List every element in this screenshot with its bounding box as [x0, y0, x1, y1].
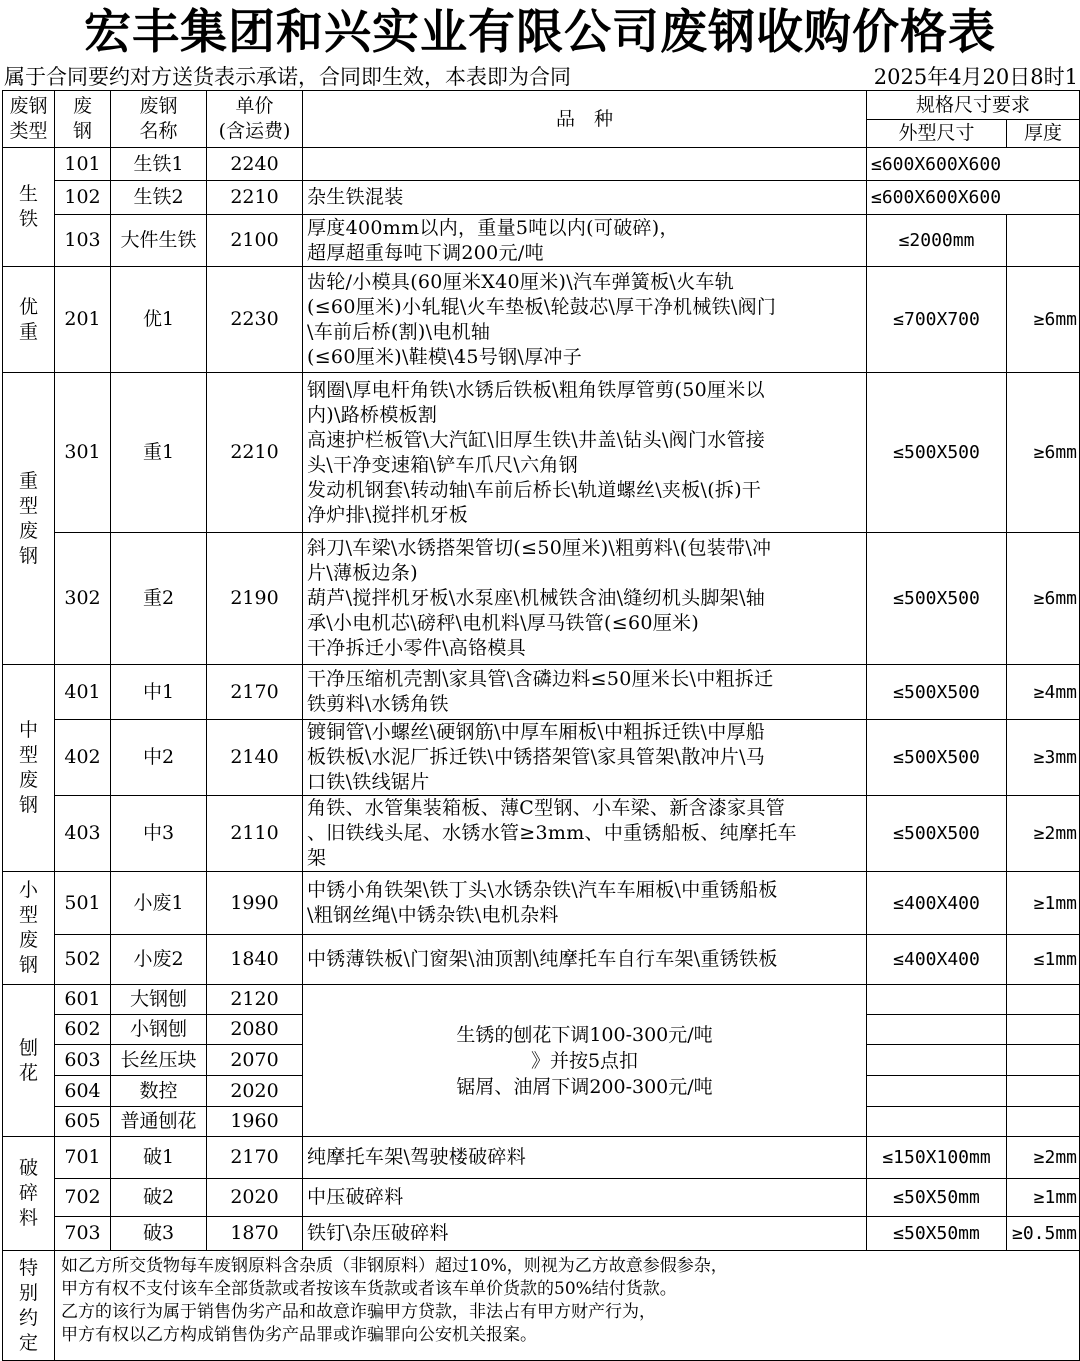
category-char: 重	[18, 320, 38, 343]
row-code: 702	[55, 1179, 111, 1217]
row-code: 703	[55, 1217, 111, 1251]
table-row	[3, 181, 1080, 215]
row-price: 2170	[207, 665, 303, 720]
table-row	[3, 985, 1080, 1015]
category-char: 型	[18, 904, 38, 926]
row-name: 中1	[111, 665, 207, 720]
row-size: ≤400X400	[867, 935, 1007, 985]
category-char: 小	[18, 879, 38, 901]
row-variety	[303, 148, 867, 181]
header-label: 类型	[9, 120, 48, 142]
row-variety: 杂生铁混装	[303, 181, 867, 215]
header-label: 单价	[235, 95, 274, 117]
row-thickness: ≥1mm	[1007, 1179, 1080, 1217]
row-price: 2070	[207, 1045, 303, 1076]
row-size: ≤500X500	[867, 665, 1007, 720]
row-size: ≤50X50mm	[867, 1179, 1007, 1217]
row-variety	[303, 267, 867, 373]
row-thickness: ≥6mm	[1007, 533, 1080, 665]
row-code: 403	[55, 796, 111, 872]
category-char: 刨	[18, 1036, 38, 1059]
header-thickness: 厚度	[1007, 120, 1080, 148]
category-char: 废	[18, 519, 38, 542]
row-price: 2120	[207, 985, 303, 1015]
terms-line: 甲方有权不支付该车全部货款或者按该车货款或者该车单价货款的50%结付货款。	[61, 1279, 677, 1299]
row-thickness	[1007, 215, 1080, 267]
header-outer-size: 外型尺寸	[867, 120, 1007, 148]
variety-line: \车前后桥(割)\电机轴	[307, 320, 491, 343]
row-price: 1840	[207, 935, 303, 985]
table-row	[3, 1179, 1080, 1217]
row-size	[867, 1076, 1007, 1107]
row-size: ≤600X600X600	[867, 148, 1080, 181]
row-thickness: ≥4mm	[1007, 665, 1080, 720]
row-size: ≤500X500	[867, 796, 1007, 872]
row-size: ≤500X500	[867, 373, 1007, 533]
label-char: 特	[18, 1256, 38, 1279]
row-code: 701	[55, 1137, 111, 1179]
variety-line: 厚度400mm以内，重量5吨以内(可破碎)，	[307, 216, 679, 239]
row-name: 中2	[111, 720, 207, 796]
table-row	[3, 533, 1080, 665]
row-variety	[303, 215, 867, 267]
table-row	[3, 148, 1080, 181]
row-size: ≤700X700	[867, 267, 1007, 373]
row-size: ≤400X400	[867, 872, 1007, 935]
row-code: 502	[55, 935, 111, 985]
row-code: 602	[55, 1015, 111, 1045]
table-row	[3, 796, 1080, 872]
variety-line: 高速护栏板管\大汽缸\旧厚生铁\井盖\钻头\阀门水管接	[307, 428, 766, 451]
variety-line: 发动机钢套\转动轴\车前后桥长\轨道螺丝\夹板\(拆)干	[307, 478, 762, 501]
header-label: 名称	[139, 120, 178, 142]
table-row	[3, 935, 1080, 985]
label-char: 定	[18, 1331, 38, 1354]
row-price: 2210	[207, 373, 303, 533]
category-char: 废	[18, 769, 38, 791]
row-thickness: ≥0.5mm	[1007, 1217, 1080, 1251]
row-name: 普通刨花	[111, 1107, 207, 1137]
category-zhongxingzhong	[3, 665, 55, 872]
category-shengtie	[3, 148, 55, 267]
terms-line: 乙方的该行为属于销售伪劣产品和故意诈骗甲方贷款，非法占有甲方财产行为，	[61, 1302, 656, 1322]
row-name: 数控	[111, 1076, 207, 1107]
category-char: 中	[18, 719, 38, 741]
row-price: 2100	[207, 215, 303, 267]
variety-line: 片\薄板边条)	[307, 562, 418, 584]
row-price: 2110	[207, 796, 303, 872]
variety-line: 角铁、水管集装箱板、薄C型钢、小车梁、新含漆家具管	[307, 797, 786, 819]
row-name: 长丝压块	[111, 1045, 207, 1076]
row-price: 2140	[207, 720, 303, 796]
variety-line: 头\干净变速箱\铲车爪尺\六角钢	[307, 453, 579, 476]
variety-line: 口铁\铁线锯片	[307, 771, 430, 793]
row-size	[867, 985, 1007, 1015]
variety-line: 钢圈\厚电杆角铁\水锈后铁板\粗角铁厚管剪(50厘米以	[307, 378, 765, 401]
variety-line: 超厚超重每吨下调200元/吨	[307, 241, 544, 264]
variety-line: 齿轮/小模具(60厘米X40厘米)\汽车弹簧板\火车轨	[307, 270, 735, 293]
row-thickness: ≥3mm	[1007, 720, 1080, 796]
header-label: 废	[72, 95, 92, 117]
row-price: 1870	[207, 1217, 303, 1251]
terms-line: 甲方有权以乙方构成销售伪劣产品罪或诈骗罪向公安机关报案。	[61, 1325, 537, 1345]
header-name	[111, 91, 207, 148]
row-thickness	[1007, 1045, 1080, 1076]
variety-line: 铁剪料\水锈角铁	[307, 693, 449, 715]
row-variety: 铁钉\杂压破碎料	[303, 1217, 867, 1251]
header-price	[207, 91, 303, 148]
header-label: 废钢	[9, 95, 48, 117]
variety-line: 净炉排\搅拌机牙板	[307, 503, 469, 526]
row-variety	[303, 665, 867, 720]
row-thickness: ≥2mm	[1007, 1137, 1080, 1179]
row-variety	[303, 373, 867, 533]
row-name: 中3	[111, 796, 207, 872]
price-table	[2, 90, 1080, 1361]
category-char: 生	[18, 183, 38, 205]
row-thickness	[1007, 1015, 1080, 1045]
row-price: 2170	[207, 1137, 303, 1179]
table-row	[3, 1217, 1080, 1251]
variety-line: 架	[307, 847, 327, 869]
contract-notice: 属于合同要约对方送货表示承诺，合同即生效，本表即为合同	[4, 65, 571, 89]
row-thickness	[1007, 985, 1080, 1015]
row-size: ≤2000mm	[867, 215, 1007, 267]
row-name: 大钢刨	[111, 985, 207, 1015]
variety-line: 干净拆迁小零件\高铬模具	[307, 637, 527, 659]
row-price: 1960	[207, 1107, 303, 1137]
header-label: 废钢	[139, 95, 178, 117]
category-posui	[3, 1137, 55, 1251]
category-char: 铁	[18, 208, 38, 230]
row-code: 102	[55, 181, 111, 215]
row-variety: 中锈薄铁板\门窗架\油顶割\纯摩托车自行车架\重锈铁板	[303, 935, 867, 985]
table-row	[3, 267, 1080, 373]
row-name: 破3	[111, 1217, 207, 1251]
category-youzhong	[3, 267, 55, 373]
row-thickness: ≥1mm	[1007, 872, 1080, 935]
table-row	[3, 215, 1080, 267]
row-price: 1990	[207, 872, 303, 935]
row-code: 103	[55, 215, 111, 267]
variety-line: 干净压缩机壳割\家具管\含磷边料≤50厘米长\中粗拆迁	[307, 668, 774, 690]
row-variety: 中压破碎料	[303, 1179, 867, 1217]
header-code	[55, 91, 111, 148]
category-char: 破	[18, 1157, 38, 1179]
row-size	[867, 1107, 1007, 1137]
row-thickness: ≥6mm	[1007, 373, 1080, 533]
table-row	[3, 665, 1080, 720]
row-variety	[303, 720, 867, 796]
row-name: 重2	[111, 533, 207, 665]
header-label: 钢	[72, 120, 92, 142]
row-code: 201	[55, 267, 111, 373]
row-name: 生铁1	[111, 148, 207, 181]
category-char: 型	[18, 744, 38, 766]
note-line: 》并按5点扣	[530, 1049, 639, 1072]
note-line: 生锈的刨花下调100-300元/吨	[456, 1023, 713, 1046]
variety-line: \粗钢丝绳\中锈杂铁\电机杂料	[307, 904, 559, 926]
row-price: 2020	[207, 1076, 303, 1107]
row-variety	[303, 533, 867, 665]
row-thickness: ≤1mm	[1007, 935, 1080, 985]
variety-line: 、旧铁线头尾、水锈水管≥3mm、中重锈船板、纯摩托车	[307, 822, 797, 844]
row-code: 402	[55, 720, 111, 796]
variety-line: (≤60厘米)\鞋模\45号钢\厚冲子	[307, 345, 583, 368]
category-char: 碎	[18, 1182, 38, 1204]
row-size	[867, 1015, 1007, 1045]
header-spec: 规格尺寸要求	[867, 91, 1080, 120]
category-char: 钢	[18, 954, 38, 976]
row-thickness: ≥2mm	[1007, 796, 1080, 872]
category-zhongxing	[3, 373, 55, 665]
row-name: 小废2	[111, 935, 207, 985]
variety-line: 承\小电机芯\磅秤\电机料\厚马铁管(≤60厘米)	[307, 612, 700, 634]
row-thickness	[1007, 1076, 1080, 1107]
variety-line: 内)\路桥模板割	[307, 403, 438, 426]
table-row	[3, 872, 1080, 935]
row-price: 2190	[207, 533, 303, 665]
row-price: 2230	[207, 267, 303, 373]
row-size: ≤150X100mm	[867, 1137, 1007, 1179]
terms-line: 如乙方所交货物每车废钢原料含杂质（非钢原料）超过10%，则视为乙方故意参假参杂，	[61, 1256, 728, 1276]
row-code: 401	[55, 665, 111, 720]
row-price: 2020	[207, 1179, 303, 1217]
row-code: 605	[55, 1107, 111, 1137]
row-name: 重1	[111, 373, 207, 533]
row-code: 604	[55, 1076, 111, 1107]
row-code: 101	[55, 148, 111, 181]
row-thickness: ≥6mm	[1007, 267, 1080, 373]
category-char: 钢	[18, 544, 38, 567]
table-row	[3, 373, 1080, 533]
date-stamp: 2025年4月20日8时1	[873, 65, 1078, 89]
row-name: 大件生铁	[111, 215, 207, 267]
row-size: ≤500X500	[867, 533, 1007, 665]
table-row	[3, 1251, 1080, 1361]
special-terms-label	[3, 1251, 55, 1361]
row-name: 破2	[111, 1179, 207, 1217]
category-char: 重	[18, 469, 38, 492]
row-price: 2240	[207, 148, 303, 181]
row-name: 生铁2	[111, 181, 207, 215]
row-variety: 纯摩托车架\驾驶楼破碎料	[303, 1137, 867, 1179]
row-size: ≤500X500	[867, 720, 1007, 796]
row-code: 301	[55, 373, 111, 533]
row-size: ≤600X600X600	[867, 181, 1080, 215]
table-row	[3, 91, 1080, 120]
table-row	[3, 1137, 1080, 1179]
row-name: 小钢刨	[111, 1015, 207, 1045]
row-name: 优1	[111, 267, 207, 373]
row-price: 2080	[207, 1015, 303, 1045]
variety-line: 板铁板\水泥厂拆迁铁\中锈搭架管\家具管架\散冲片\马	[307, 746, 766, 768]
variety-line: (≤60厘米)小轧辊\火车垫板\轮鼓芯\厚干净机械铁\阀门	[307, 295, 777, 318]
category-xiaoxing	[3, 872, 55, 985]
row-name: 小废1	[111, 872, 207, 935]
category-char: 钢	[18, 794, 38, 816]
note-line: 锯屑、油屑下调200-300元/吨	[456, 1075, 713, 1098]
row-code: 501	[55, 872, 111, 935]
row-variety	[303, 796, 867, 872]
row-variety	[303, 872, 867, 935]
row-name: 破1	[111, 1137, 207, 1179]
category-char: 优	[18, 295, 38, 318]
row-size	[867, 1045, 1007, 1076]
label-char: 别	[18, 1281, 38, 1304]
table-row	[3, 720, 1080, 796]
row-code: 601	[55, 985, 111, 1015]
category-baohua	[3, 985, 55, 1137]
special-terms-text	[55, 1251, 1080, 1361]
row-thickness	[1007, 1107, 1080, 1137]
variety-line: 葫芦\搅拌机牙板\水泵座\机械铁含油\缝纫机头脚架\轴	[307, 587, 766, 609]
row-price: 2210	[207, 181, 303, 215]
variety-line: 中锈小角铁架\铁丁头\水锈杂铁\汽车车厢板\中重锈船板	[307, 879, 778, 901]
label-char: 约	[18, 1306, 38, 1329]
row-code: 302	[55, 533, 111, 665]
page-title: 宏丰集团和兴实业有限公司废钢收购价格表	[84, 5, 996, 60]
row-code: 603	[55, 1045, 111, 1076]
header-type	[3, 91, 55, 148]
header-variety: 品 种	[303, 91, 867, 148]
category-char: 型	[18, 494, 38, 517]
baohua-note	[303, 985, 867, 1137]
category-char: 花	[18, 1061, 38, 1084]
category-char: 料	[18, 1207, 38, 1229]
variety-line: 镀铜管\小螺丝\硬钢筋\中厚车厢板\中粗拆迁铁\中厚船	[307, 721, 766, 743]
row-size: ≤50X50mm	[867, 1217, 1007, 1251]
category-char: 废	[18, 929, 38, 951]
header-label: (含运费)	[218, 120, 291, 142]
variety-line: 斜刀\车梁\水锈搭架管切(≤50厘米)\粗剪料\(包装带\冲	[307, 537, 772, 559]
